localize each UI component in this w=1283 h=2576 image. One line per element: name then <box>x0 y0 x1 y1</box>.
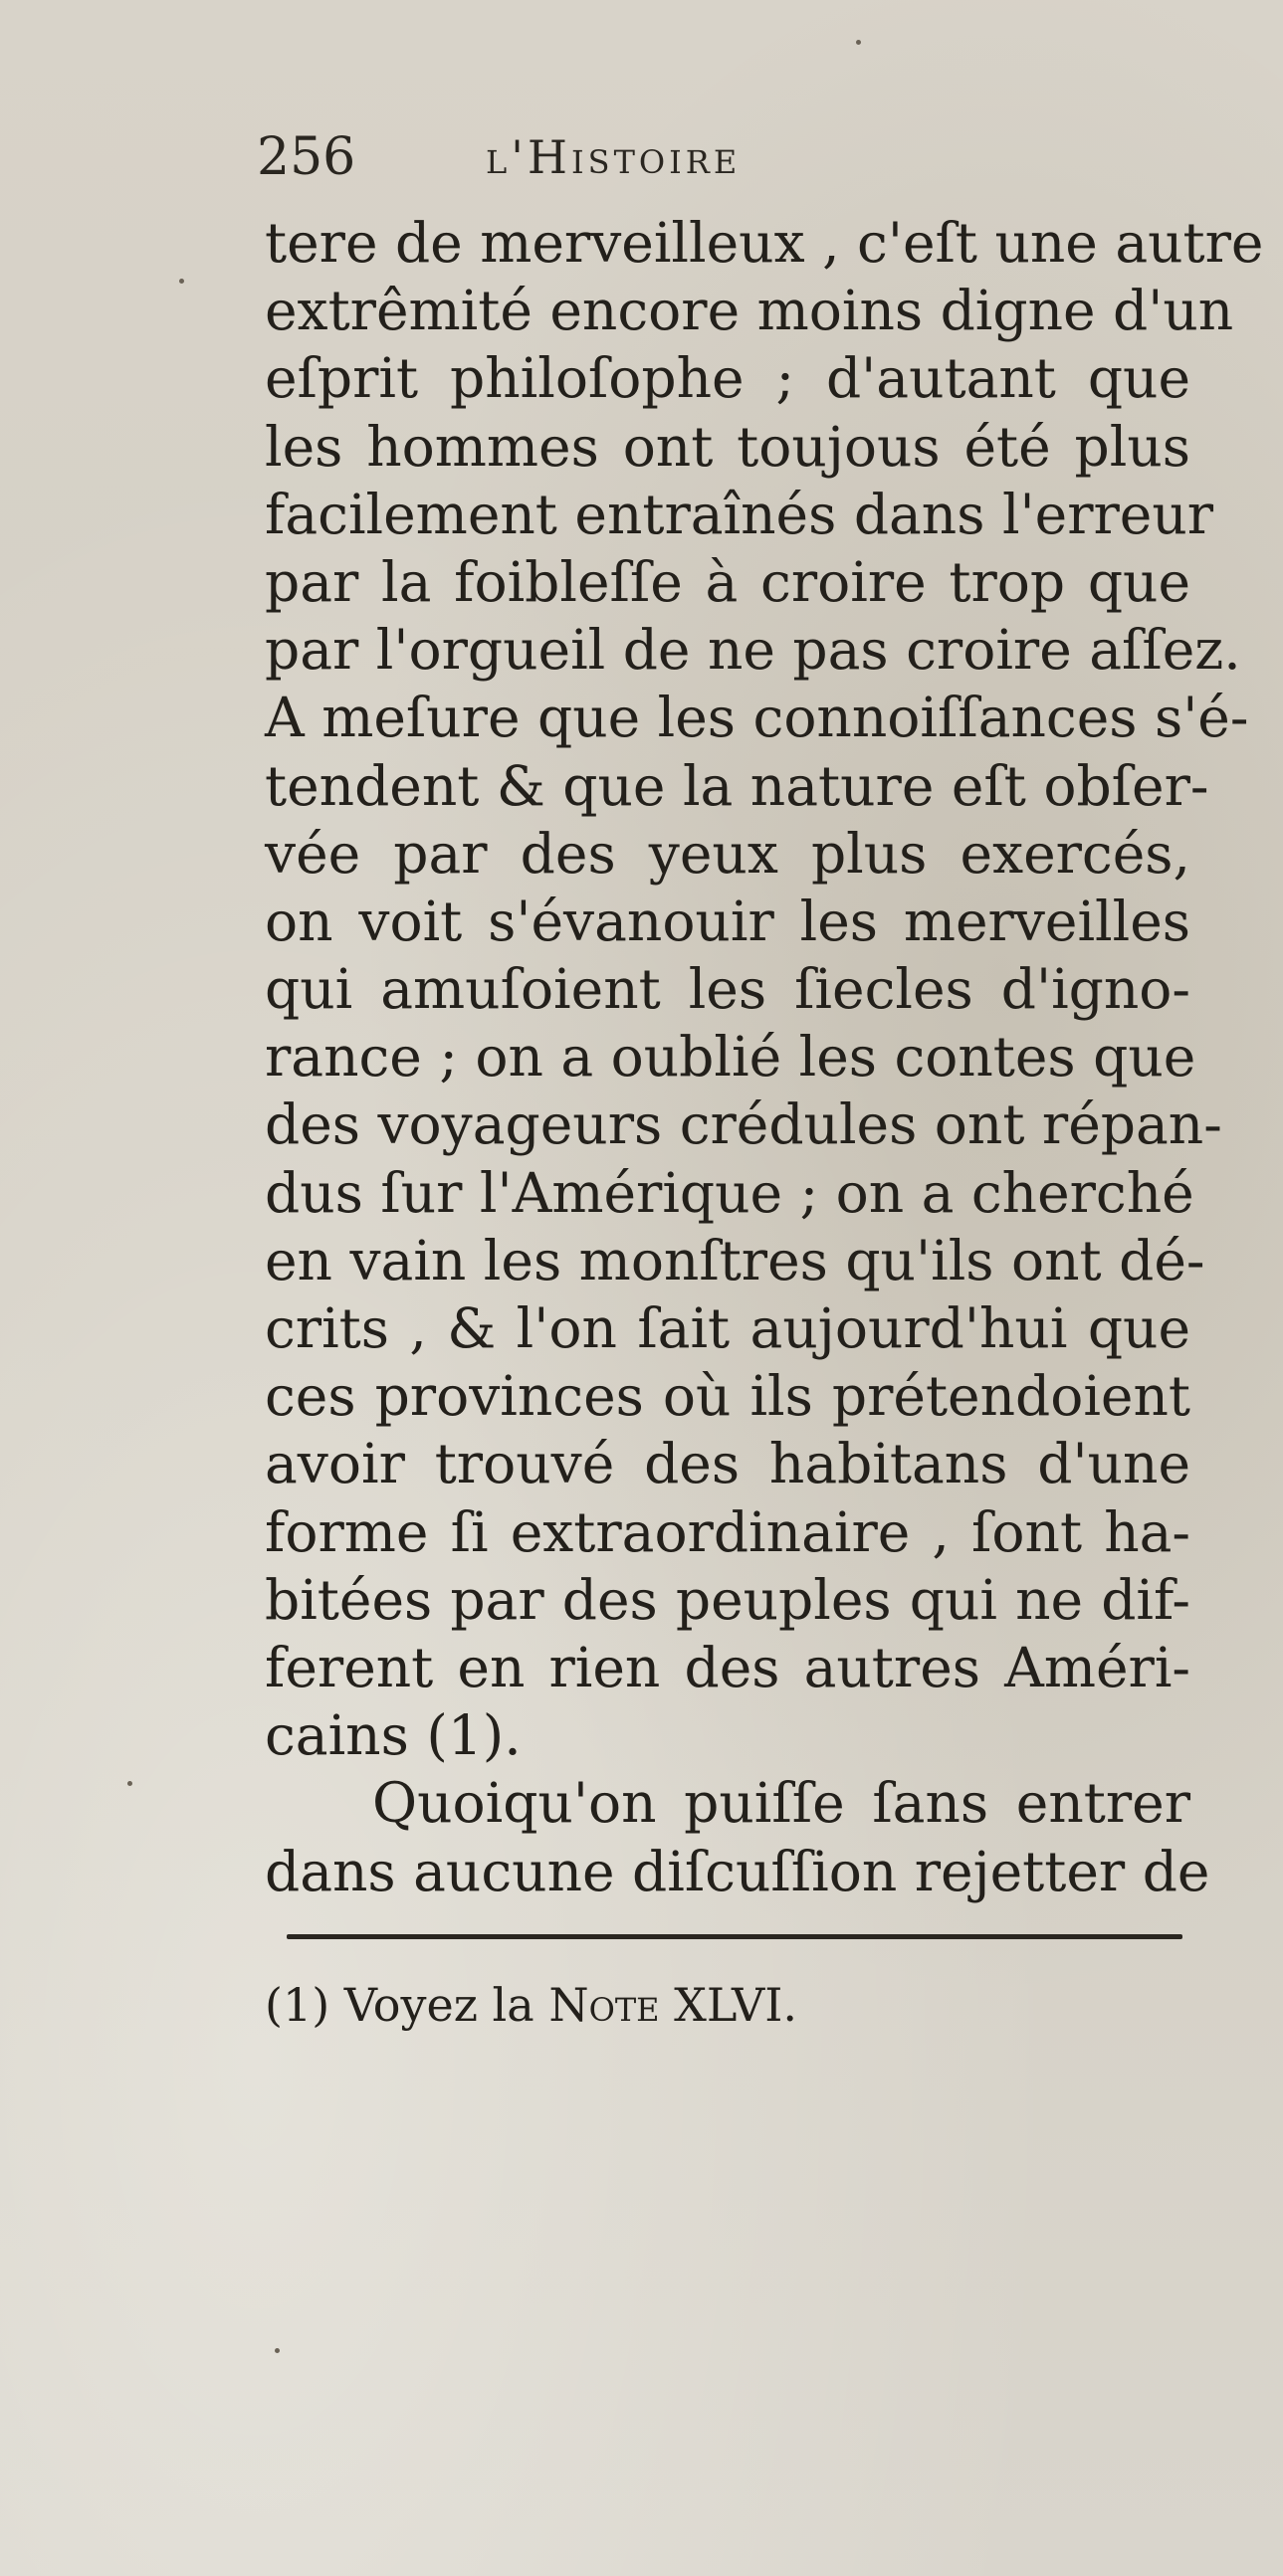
text-line: dans aucune diſcuſſion rejetter de <box>265 1839 1210 1903</box>
page-header <box>257 127 914 187</box>
text-line: par l'orgueil de ne pas croire aſſez. <box>265 618 1241 683</box>
text-line: crits , & l'on ſait aujourd'hui que <box>265 1296 1190 1360</box>
text-line: ces provinces où ils prétendoient <box>265 1364 1190 1429</box>
text-line: cains (1). <box>265 1703 522 1768</box>
text-line: A meſure que les connoiſſances s'é- <box>265 686 1249 750</box>
page-number: 256 <box>257 127 356 187</box>
text-line: par la foibleſſe à croire trop que <box>265 549 1190 614</box>
text-line: rance ; on a oublié les contes que <box>265 1025 1196 1090</box>
text-line: on voit s'évanouir les merveilles <box>265 889 1190 953</box>
text-line: les hommes ont toujous été plus <box>265 414 1190 479</box>
text-line: des voyageurs crédules ont répan- <box>265 1092 1222 1157</box>
text-line: qui amuſoient les ſiecles d'igno- <box>265 957 1190 1022</box>
body-text <box>265 209 1264 1905</box>
text-line: ferent en rien des autres Améri- <box>265 1635 1190 1699</box>
text-line: Quoiqu'on puiſſe ſans entrer <box>372 1771 1190 1836</box>
paper-speck <box>127 1781 132 1786</box>
footnote-note-word: Note <box>548 1978 660 2032</box>
footnote-rule <box>287 1934 1182 1939</box>
text-line: facilement entraînés dans l'erreur <box>265 482 1214 546</box>
text-line: extrêmité encore moins digne d'un <box>265 279 1234 343</box>
paper-speck <box>179 279 184 284</box>
text-line: tere de merveilleux , c'eſt une autre <box>265 211 1264 275</box>
text-line: en vain les monſtres qu'ils ont dé- <box>265 1228 1205 1292</box>
paper-speck <box>275 2348 280 2353</box>
paper-speck <box>856 40 861 45</box>
footnote-marker: (1) <box>265 1978 330 2032</box>
text-line: tendent & que la nature eſt obſer- <box>265 753 1209 818</box>
text-line: vée par des yeux plus exercés, <box>265 821 1190 886</box>
footnote-note-number: XLVI. <box>674 1978 797 2032</box>
footnote-text: Voyez la <box>343 1978 535 2032</box>
footnote <box>265 1975 797 2035</box>
text-line: dus ſur l'Amérique ; on a cherché <box>265 1160 1194 1225</box>
running-head: l'Histoire <box>486 130 742 184</box>
text-line: avoir trouvé des habitans d'une <box>265 1432 1190 1496</box>
text-line: forme ſi extraordinaire , ſont ha- <box>265 1499 1190 1564</box>
text-line: bitées par des peuples qui ne dif- <box>265 1567 1190 1632</box>
text-line: eſprit philoſophe ; d'autant que <box>265 346 1190 411</box>
